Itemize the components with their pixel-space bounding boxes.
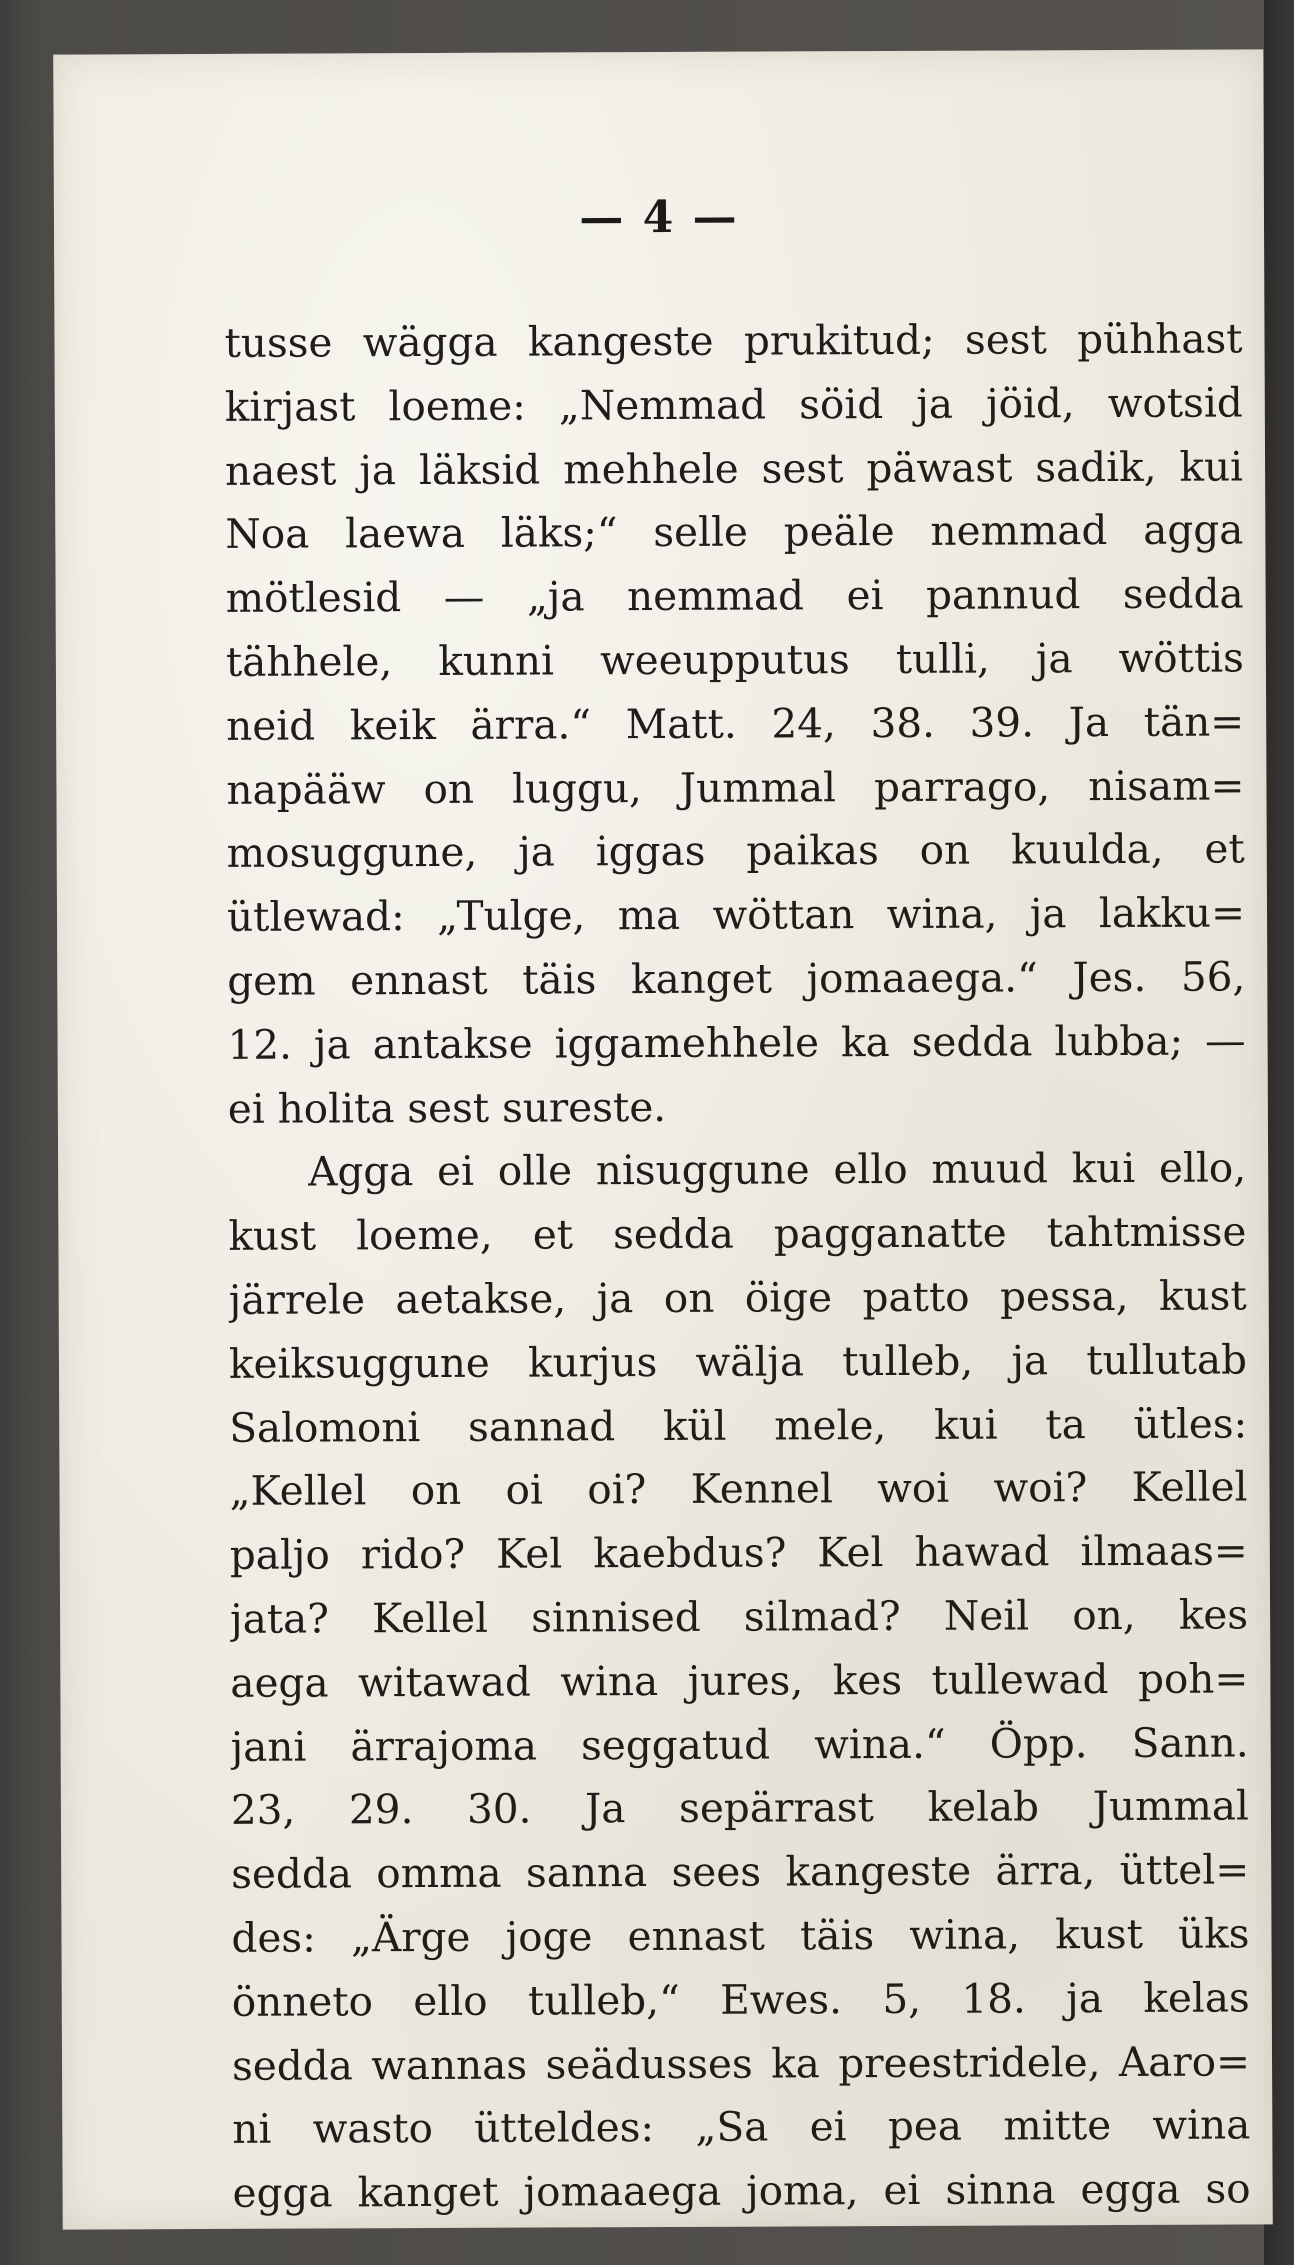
text-line: neid keik ärra.“ Matt. 24, 38. 39. Ja tän= [226,697,1245,750]
text-line: järrele aetakse, ja on öige patto pessa, kust [228,1271,1247,1324]
text-line: naest ja läksid mehhele sest päwast sadik, kui [224,442,1244,495]
text-line: aega witawad wina jures, kes tullewad poh= [230,1654,1249,1707]
text-line: tusse wägga kangeste prukitud; sest pühhast [224,314,1243,367]
text-line: napääw on luggu, Jummal parrago, nisam= [226,761,1245,814]
text-line: kust loeme, et sedda pagganatte tahtmisse [228,1207,1247,1261]
text-line: des: „Ärge joge ennast täis wina, kust üks [231,1909,1250,1962]
text-line: önneto ello tulleb,“ Ewes. 5, 18. ja kelas [231,1973,1250,2026]
text-line: keiksuggune kurjus wälja tulleb, ja tullutab [228,1335,1248,1388]
text-line: kirjast loeme: „Nemmad söid ja jöid, wotsid [224,378,1243,431]
text-line: mosuggune, ja iggas paikas on kuulda, et [226,824,1245,878]
text-line: 12. ja antakse iggamehhele ka sedda lubba; — [227,1016,1246,1069]
text-line: jani ärrajoma seggatud wina.“ Öpp. Sann. [230,1717,1249,1771]
text-line: Noa laewa läks;“ selle peäle nemmad agga [225,505,1244,559]
text-line: gem ennast täis kanget jomaaega.“ Jes. 56, [227,952,1246,1005]
text-line: tähhele, kunni weeupputus tulli, ja wöttis [225,633,1245,686]
text-line: jata? Kellel sinnised silmad? Neil on, kes [229,1590,1249,1643]
text-line: sedda omma sanna sees kangeste ärra, üttel= [231,1845,1250,1899]
text-line: egga kanget jomaaega joma, ei sinna egga so [232,2164,1251,2217]
text-line: Salomoni sannad kül mele, kui ta ütles: [229,1399,1248,1452]
text-line-paragraph-start: Agga ei olle nisuggune ello muud kui ello, [308,1143,1247,1196]
text-line: „Kellel on oi oi? Kennel woi woi? Kellel [229,1462,1248,1516]
text-line: ni wasto ütteldes: „Sa ei pea mitte wina [232,2100,1251,2154]
book-page [53,49,1272,2229]
text-line: mötlesid — „ja nemmad ei pannud sedda [225,569,1244,623]
text-line: sedda wannas seädusses ka preestridele, Aaro= [231,2036,1251,2090]
text-line-paragraph-end: ei holita sest sureste. [227,1082,667,1133]
page-number: — 4 — [579,191,739,244]
text-line: paljo rido? Kel kaebdus? Kel hawad ilmaas= [229,1526,1248,1580]
body-text [224,307,1250,2225]
text-line: ütlewad: „Tulge, ma wöttan wina, ja lakku= [226,888,1246,942]
text-line: 23, 29. 30. Ja sepärrast kelab Jummal [230,1781,1250,1835]
